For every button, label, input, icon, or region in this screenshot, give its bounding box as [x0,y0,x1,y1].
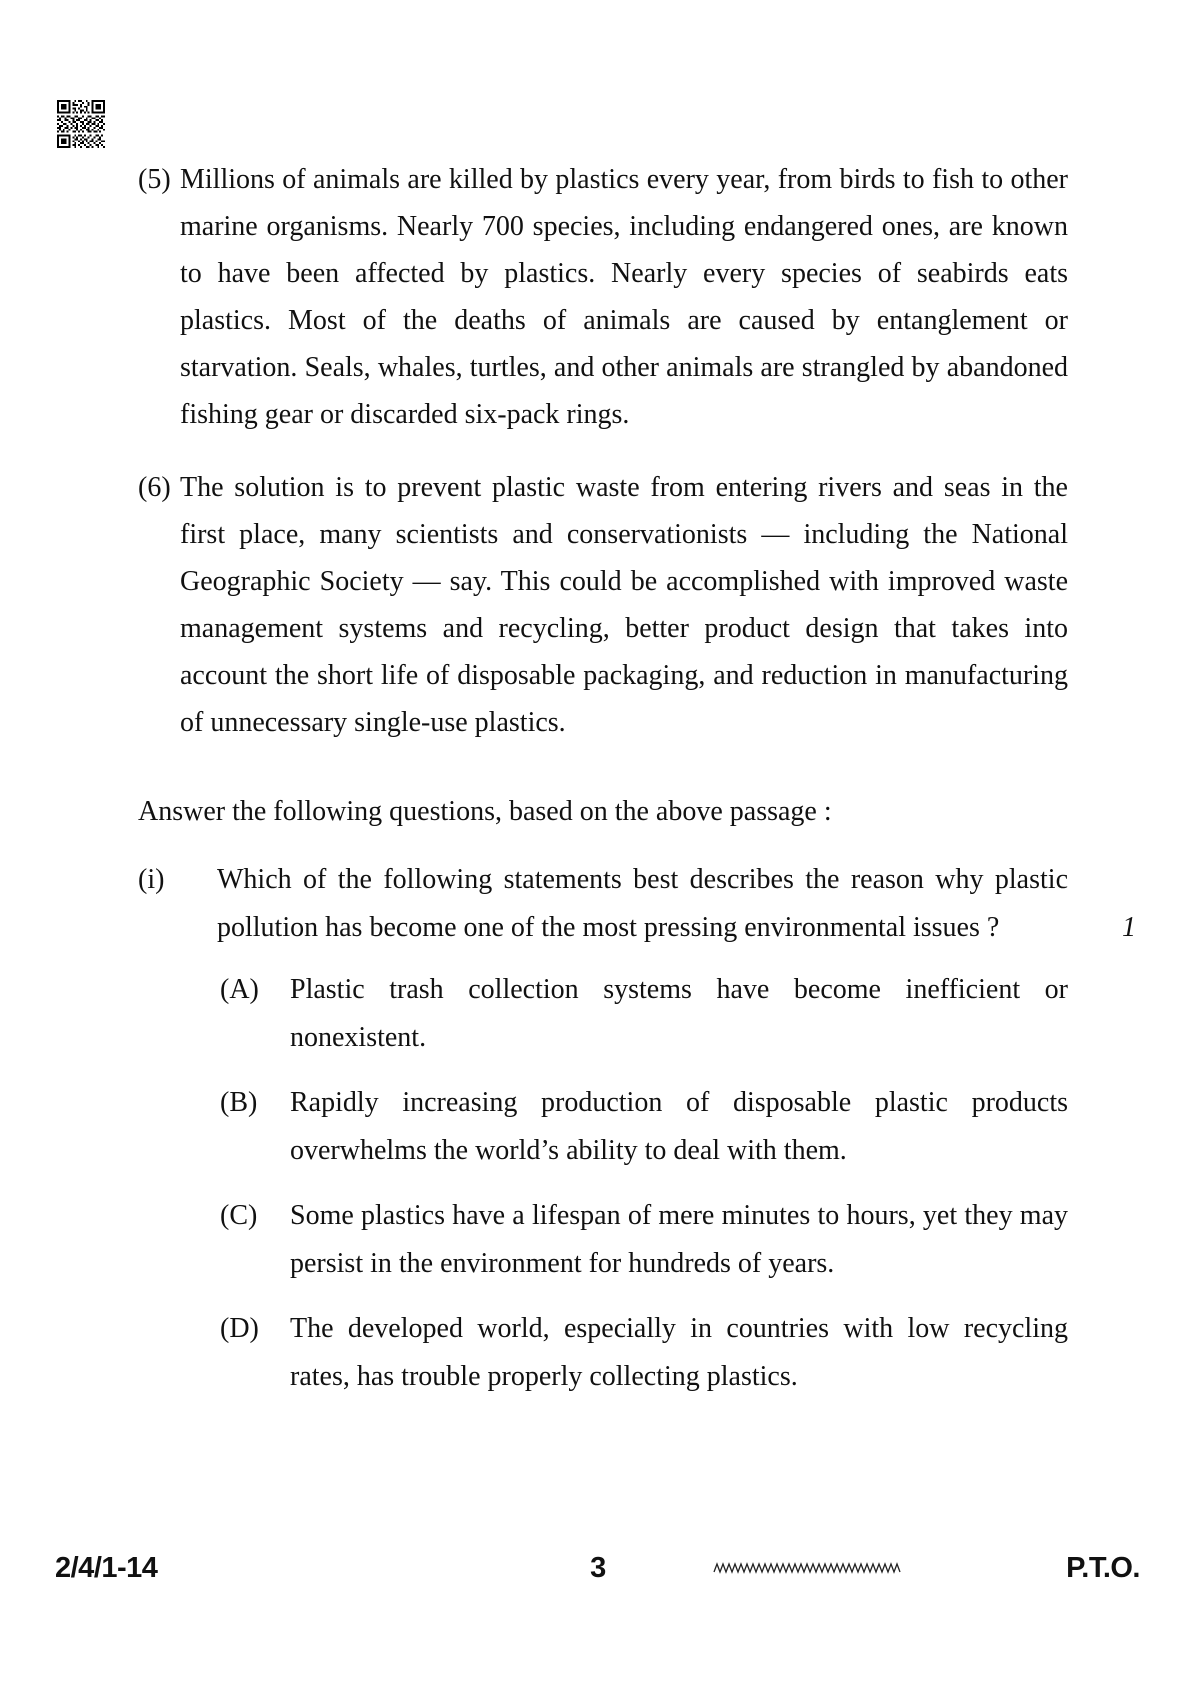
paragraph-number: (6) [138,472,171,503]
page-number: 3 [590,1552,606,1584]
paragraph-text: Millions of animals are killed by plastics every year, from birds to fish to other marine organisms. Nearly 700 species, including endangered ones, are known to have been affected by plastics. Nearly every species of seabirds eats plastics. Most of the deaths of animals are caused by entanglement or starvation. Seals, whales, turtles, and other animals are strangled by abandoned fishing gear or discarded six-pack rings. [180,164,1068,430]
option-label: (A) [220,974,259,1005]
marks-value: 1 [1122,912,1136,943]
instruction-text: Answer the following questions, based on the above passage : [138,796,832,827]
qr-code-icon [57,100,105,148]
passage-paragraph [138,464,1190,746]
page-footer [0,1552,1190,1588]
option-label: (B) [220,1087,258,1118]
option-row [220,1192,1190,1288]
option-row [220,1079,1190,1175]
zigzag-divider-icon [712,1561,902,1575]
question-block [138,856,1190,952]
options-list [220,966,1190,1401]
option-label: (D) [220,1313,259,1344]
page-content [0,156,1190,1401]
option-label: (C) [220,1200,258,1231]
question-text: Which of the following statements best describes the reason why plastic pollution has become one of the most pressing environmental issues ? [217,864,1068,943]
question-number: (i) [138,864,165,895]
paper-code: 2/4/1-14 [55,1552,158,1584]
passage-paragraph [138,156,1190,438]
paragraph-number: (5) [138,164,171,195]
option-text: Some plastics have a lifespan of mere minutes to hours, yet they may persist in the environment for hundreds of years. [290,1200,1068,1279]
option-row [220,966,1190,1062]
option-text: Rapidly increasing production of disposable plastic products overwhelms the world’s ability to deal with them. [290,1087,1068,1166]
option-text: Plastic trash collection systems have become inefficient or nonexistent. [290,974,1068,1053]
pto-label: P.T.O. [1066,1552,1140,1584]
paragraph-text: The solution is to prevent plastic waste from entering rivers and seas in the first place, many scientists and conservationists — including the National Geographic Society — say. This could be accomplished with improved waste management systems and recycling, better product design that takes into account the short life of disposable packaging, and reduction in manufacturing of unnecessary single-use plastics. [180,472,1068,738]
option-text: The developed world, especially in countries with low recycling rates, has trouble properly collecting plastics. [290,1313,1068,1392]
option-row [220,1305,1190,1401]
